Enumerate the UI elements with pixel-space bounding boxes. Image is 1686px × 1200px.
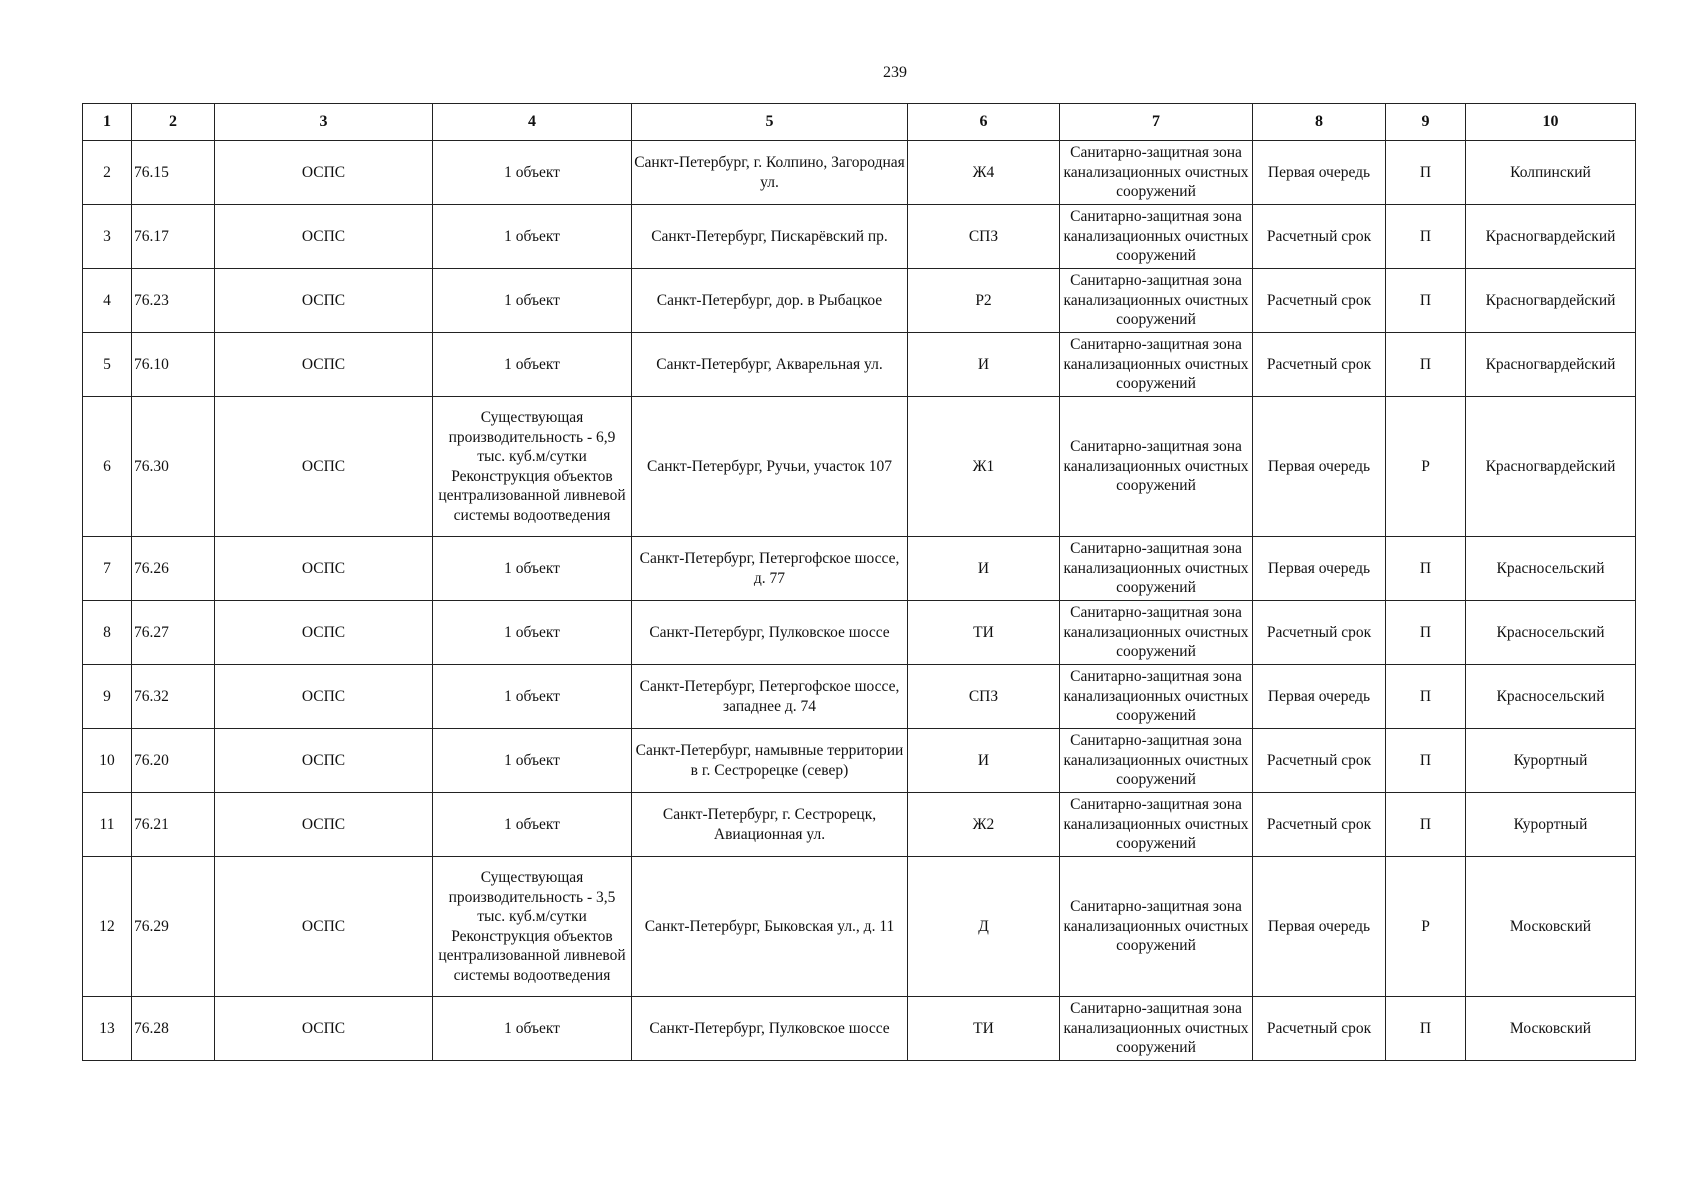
header-cell: 5 (632, 104, 908, 141)
row-number-cell: 7 (83, 537, 132, 601)
row-number-cell: 4 (83, 269, 132, 333)
description-cell: 1 объект (433, 793, 632, 857)
district-cell: Красносельский (1466, 601, 1636, 665)
code-cell: 76.32 (132, 665, 215, 729)
restriction-cell: Санитарно-защитная зона канализационных очистных сооружений (1060, 205, 1253, 269)
header-cell: 10 (1466, 104, 1636, 141)
zone-code-cell: И (908, 729, 1060, 793)
status-cell: П (1386, 333, 1466, 397)
type-cell: ОСПС (215, 997, 433, 1061)
code-cell: 76.21 (132, 793, 215, 857)
description-cell: 1 объект (433, 537, 632, 601)
zone-code-cell: Ж1 (908, 397, 1060, 537)
description-cell: 1 объект (433, 141, 632, 205)
district-cell: Курортный (1466, 729, 1636, 793)
type-cell: ОСПС (215, 729, 433, 793)
code-cell: 76.17 (132, 205, 215, 269)
zone-code-cell: Ж2 (908, 793, 1060, 857)
table-row (83, 397, 1636, 537)
status-cell: П (1386, 793, 1466, 857)
type-cell: ОСПС (215, 141, 433, 205)
table-row (83, 997, 1636, 1061)
restriction-cell: Санитарно-защитная зона канализационных очистных сооружений (1060, 729, 1253, 793)
header-cell: 6 (908, 104, 1060, 141)
row-number-cell: 8 (83, 601, 132, 665)
stage-cell: Первая очередь (1253, 141, 1386, 205)
table-row (83, 793, 1636, 857)
address-cell: Санкт-Петербург, Петергофское шоссе, д. 77 (632, 537, 908, 601)
code-cell: 76.26 (132, 537, 215, 601)
status-cell: Р (1386, 857, 1466, 997)
restriction-cell: Санитарно-защитная зона канализационных очистных сооружений (1060, 665, 1253, 729)
type-cell: ОСПС (215, 333, 433, 397)
status-cell: П (1386, 141, 1466, 205)
zone-code-cell: СПЗ (908, 665, 1060, 729)
code-cell: 76.20 (132, 729, 215, 793)
address-cell: Санкт-Петербург, Пулковское шоссе (632, 601, 908, 665)
header-row (83, 104, 1636, 141)
district-cell: Красногвардейский (1466, 397, 1636, 537)
address-cell: Санкт-Петербург, Ручьи, участок 107 (632, 397, 908, 537)
description-cell: 1 объект (433, 205, 632, 269)
address-cell: Санкт-Петербург, намывные территории в г. Сестрорецке (север) (632, 729, 908, 793)
address-cell: Санкт-Петербург, г. Колпино, Загородная ул. (632, 141, 908, 205)
type-cell: ОСПС (215, 793, 433, 857)
status-cell: П (1386, 997, 1466, 1061)
zone-code-cell: ТИ (908, 997, 1060, 1061)
header-cell: 4 (433, 104, 632, 141)
row-number-cell: 12 (83, 857, 132, 997)
district-cell: Московский (1466, 997, 1636, 1061)
table-row (83, 333, 1636, 397)
restriction-cell: Санитарно-защитная зона канализационных очистных сооружений (1060, 793, 1253, 857)
status-cell: Р (1386, 397, 1466, 537)
header-cell: 2 (132, 104, 215, 141)
stage-cell: Расчетный срок (1253, 601, 1386, 665)
zone-code-cell: И (908, 333, 1060, 397)
description-cell: 1 объект (433, 729, 632, 793)
status-cell: П (1386, 269, 1466, 333)
district-cell: Красногвардейский (1466, 333, 1636, 397)
stage-cell: Первая очередь (1253, 397, 1386, 537)
address-cell: Санкт-Петербург, г. Сестрорецк, Авиационная ул. (632, 793, 908, 857)
restriction-cell: Санитарно-защитная зона канализационных очистных сооружений (1060, 601, 1253, 665)
type-cell: ОСПС (215, 857, 433, 997)
status-cell: П (1386, 665, 1466, 729)
header-cell: 8 (1253, 104, 1386, 141)
stage-cell: Расчетный срок (1253, 269, 1386, 333)
description-cell: Существующая производительность - 6,9 тыс. куб.м/сутки Реконструкция объектов централизованной ливневой системы водоотведения (433, 397, 632, 537)
code-cell: 76.15 (132, 141, 215, 205)
code-cell: 76.29 (132, 857, 215, 997)
status-cell: П (1386, 729, 1466, 793)
row-number-cell: 2 (83, 141, 132, 205)
description-cell: 1 объект (433, 997, 632, 1061)
zone-code-cell: СПЗ (908, 205, 1060, 269)
code-cell: 76.28 (132, 997, 215, 1061)
row-number-cell: 13 (83, 997, 132, 1061)
header-cell: 7 (1060, 104, 1253, 141)
table-row (83, 601, 1636, 665)
address-cell: Санкт-Петербург, Пулковское шоссе (632, 997, 908, 1061)
district-cell: Красносельский (1466, 665, 1636, 729)
address-cell: Санкт-Петербург, Петергофское шоссе, западнее д. 74 (632, 665, 908, 729)
status-cell: П (1386, 601, 1466, 665)
restriction-cell: Санитарно-защитная зона канализационных очистных сооружений (1060, 537, 1253, 601)
table-row (83, 205, 1636, 269)
district-cell: Московский (1466, 857, 1636, 997)
status-cell: П (1386, 537, 1466, 601)
document-table (82, 103, 1636, 1061)
district-cell: Колпинский (1466, 141, 1636, 205)
stage-cell: Расчетный срок (1253, 729, 1386, 793)
address-cell: Санкт-Петербург, Быковская ул., д. 11 (632, 857, 908, 997)
stage-cell: Расчетный срок (1253, 205, 1386, 269)
description-cell: 1 объект (433, 665, 632, 729)
description-cell: 1 объект (433, 269, 632, 333)
restriction-cell: Санитарно-защитная зона канализационных очистных сооружений (1060, 141, 1253, 205)
description-cell: 1 объект (433, 601, 632, 665)
row-number-cell: 6 (83, 397, 132, 537)
table-row (83, 857, 1636, 997)
restriction-cell: Санитарно-защитная зона канализационных очистных сооружений (1060, 269, 1253, 333)
row-number-cell: 3 (83, 205, 132, 269)
table-row (83, 729, 1636, 793)
code-cell: 76.23 (132, 269, 215, 333)
type-cell: ОСПС (215, 537, 433, 601)
type-cell: ОСПС (215, 397, 433, 537)
stage-cell: Расчетный срок (1253, 793, 1386, 857)
zone-code-cell: И (908, 537, 1060, 601)
stage-cell: Первая очередь (1253, 665, 1386, 729)
restriction-cell: Санитарно-защитная зона канализационных очистных сооружений (1060, 397, 1253, 537)
zone-code-cell: ТИ (908, 601, 1060, 665)
restriction-cell: Санитарно-защитная зона канализационных очистных сооружений (1060, 333, 1253, 397)
stage-cell: Первая очередь (1253, 537, 1386, 601)
stage-cell: Расчетный срок (1253, 997, 1386, 1061)
row-number-cell: 11 (83, 793, 132, 857)
page-number: 239 (883, 64, 907, 81)
district-cell: Красногвардейский (1466, 269, 1636, 333)
row-number-cell: 9 (83, 665, 132, 729)
stage-cell: Первая очередь (1253, 857, 1386, 997)
district-cell: Красносельский (1466, 537, 1636, 601)
zone-code-cell: Р2 (908, 269, 1060, 333)
code-cell: 76.10 (132, 333, 215, 397)
type-cell: ОСПС (215, 205, 433, 269)
type-cell: ОСПС (215, 601, 433, 665)
address-cell: Санкт-Петербург, дор. в Рыбацкое (632, 269, 908, 333)
district-cell: Красногвардейский (1466, 205, 1636, 269)
table-row (83, 537, 1636, 601)
district-cell: Курортный (1466, 793, 1636, 857)
restriction-cell: Санитарно-защитная зона канализационных очистных сооружений (1060, 997, 1253, 1061)
zone-code-cell: Ж4 (908, 141, 1060, 205)
address-cell: Санкт-Петербург, Пискарёвский пр. (632, 205, 908, 269)
restriction-cell: Санитарно-защитная зона канализационных очистных сооружений (1060, 857, 1253, 997)
code-cell: 76.27 (132, 601, 215, 665)
type-cell: ОСПС (215, 665, 433, 729)
description-cell: 1 объект (433, 333, 632, 397)
code-cell: 76.30 (132, 397, 215, 537)
type-cell: ОСПС (215, 269, 433, 333)
address-cell: Санкт-Петербург, Акварельная ул. (632, 333, 908, 397)
table-row (83, 141, 1636, 205)
table-row (83, 665, 1636, 729)
description-cell: Существующая производительность - 3,5 тыс. куб.м/сутки Реконструкция объектов централизованной ливневой системы водоотведения (433, 857, 632, 997)
header-cell: 3 (215, 104, 433, 141)
status-cell: П (1386, 205, 1466, 269)
row-number-cell: 5 (83, 333, 132, 397)
zone-code-cell: Д (908, 857, 1060, 997)
row-number-cell: 10 (83, 729, 132, 793)
stage-cell: Расчетный срок (1253, 333, 1386, 397)
header-cell: 9 (1386, 104, 1466, 141)
table-row (83, 269, 1636, 333)
header-cell: 1 (83, 104, 132, 141)
